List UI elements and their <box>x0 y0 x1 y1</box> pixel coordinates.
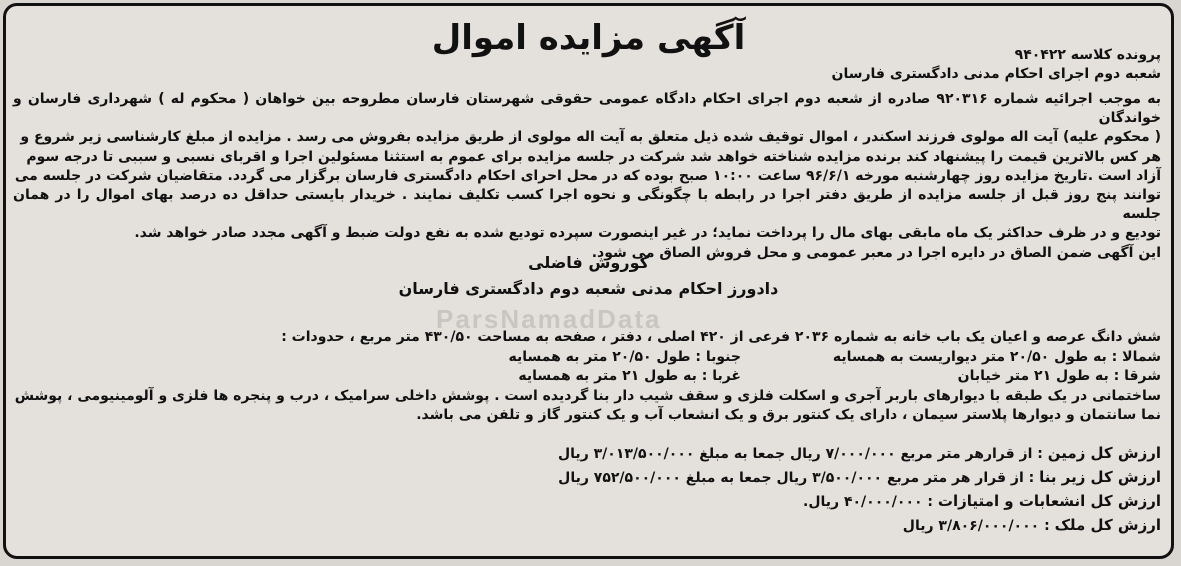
boundary-north: شمالا : به طول ۲۰/۵۰ متر دیواریست به همسایه <box>832 348 1161 365</box>
building-description: نما سانتمان و دیوارها پلاستر سیمان ، دارای یک کنتور برق و یک انشعاب آب و یک کنتور گاز و تلفن می باشد. <box>416 407 1161 423</box>
valuation-row <box>13 466 1161 490</box>
body-line: ( محکوم علیه) آیت اله مولوی فرزند اسکندر ، اموال توقیف شده ذیل متعلق به آیت اله مولوی از طریق مزایده بفروش می رسد . مزایده از مبلغ کارشناسی زیر شروع و <box>20 129 1161 146</box>
boundary-south: جنوبا : طول ۲۰/۵۰ متر به همسایه <box>508 348 741 365</box>
spec-intro: شش دانگ عرصه و اعیان یک باب خانه به شماره ۲۰۳۶ فرعی از ۴۲۰ اصلی ، دفتر ، صفحه به مساحت ۴۳۰/۵۰ متر مربع ، حدودات : <box>281 329 1161 345</box>
branch-name: شعبه دوم اجرای احکام مدنی دادگستری فارسان <box>831 66 1161 82</box>
land-value-text: : از قرارهر متر مربع ۷/۰۰۰/۰۰۰ ریال جمعا به مبلغ ۳/۰۱۳/۵۰۰/۰۰۰ ریال <box>558 446 1043 462</box>
valuation-row <box>13 490 1161 514</box>
signer-name: کوروش فاضلی <box>528 253 649 272</box>
signer-role: دادورز احکام مدنی شعبه دوم دادگستری فارسان <box>398 279 779 298</box>
watermark: ParsNamadData <box>436 304 662 334</box>
utilities-value-label: ارزش کل انشعابات و امتیازات <box>937 492 1161 510</box>
notice-body <box>13 90 1161 263</box>
body-line: هر کس بالاترین قیمت را پیشنهاد کند برنده مزایده شناخته خواهد شد شرکت در جلسه مزایده برای عموم به استثنا مسئولین اجرا و اقربای نسبی و سببی تا درجه سوم <box>26 148 1161 165</box>
property-value-label: ارزش کل ملک <box>1054 516 1161 534</box>
signature-block <box>6 250 1171 302</box>
valuation-row <box>13 514 1161 538</box>
body-line: به موجب اجرائیه شماره ۹۲۰۳۱۶ صادره از شعبه دوم اجرای احکام دادگاه عمومی حقوقی شهرستان فارسان مطروحه بین خواهان ( محکوم له ) شهرداری فارسان و خواندگان <box>13 91 1161 127</box>
body-line: این آگهی ضمن الصاق در دایره اجرا در معبر عمومی و محل فروش الصاق می شود. <box>591 244 1161 261</box>
notice-header <box>21 46 1161 84</box>
building-value-text: : از قرار هر متر مربع ۳/۵۰۰/۰۰۰ ریال جمعا به مبلغ ۷۵۲/۵۰۰/۰۰۰ ریال <box>558 470 1035 486</box>
valuation-row <box>13 442 1161 466</box>
building-value-label: ارزش کل زیر بنا <box>1039 468 1161 486</box>
land-value-label: ارزش کل زمین <box>1047 444 1161 462</box>
building-description: ساختمانی در یک طبقه با دیوارهای باربر آجری و اسکلت فلزی و سقف شیب دار بنا گردیده است . پوشش داخلی سرامیک ، درب و پنجره ها فلزی و آلومینیومی ، پوشش <box>14 387 1161 404</box>
notice-title: آگهی مزایده اموال <box>431 18 746 58</box>
property-spec <box>13 328 1161 426</box>
case-number: پرونده کلاسه ۹۴۰۴۲۲ <box>1014 47 1161 63</box>
body-line: توانند پنج روز قبل از جلسه مزایده از طریق دفتر اجرا در رابطه با چگونگی و نحوه اجرا کسب تکلیف نمایند . خریدار بایستی حداقل ده درصد بهای اموال را در همان جلسه <box>13 187 1161 223</box>
utilities-value-text: : ۴۰/۰۰۰/۰۰۰ ریال. <box>803 494 934 510</box>
boundary-row <box>13 367 1161 387</box>
property-value-text: : ۳/۸۰۶/۰۰۰/۰۰۰ ریال <box>902 518 1050 534</box>
notice-frame <box>3 3 1174 559</box>
boundary-west: غربا : به طول ۲۱ متر به همسایه <box>518 368 741 384</box>
body-line: تودیع و در ظرف حداکثر یک ماه مابقی بهای مال را پرداخت نماید؛ در غیر اینصورت سپرده تودیع شده به نفع دولت ضبط و آگهی مجدد صادر خواهد شد. <box>134 225 1161 242</box>
valuation-list <box>13 442 1161 538</box>
body-line: آزاد است .تاریخ مزایده روز چهارشنبه مورخه ۹۶/۶/۱ ساعت ۱۰:۰۰ صبح بوده که در محل احرای احکام دادگستری فارسان برگزار می گردد. متقاضیان شرکت در جلسه می <box>14 167 1161 184</box>
boundary-east: شرقا : به طول ۲۱ متر خیابان <box>957 368 1161 384</box>
boundary-row <box>13 348 1161 368</box>
